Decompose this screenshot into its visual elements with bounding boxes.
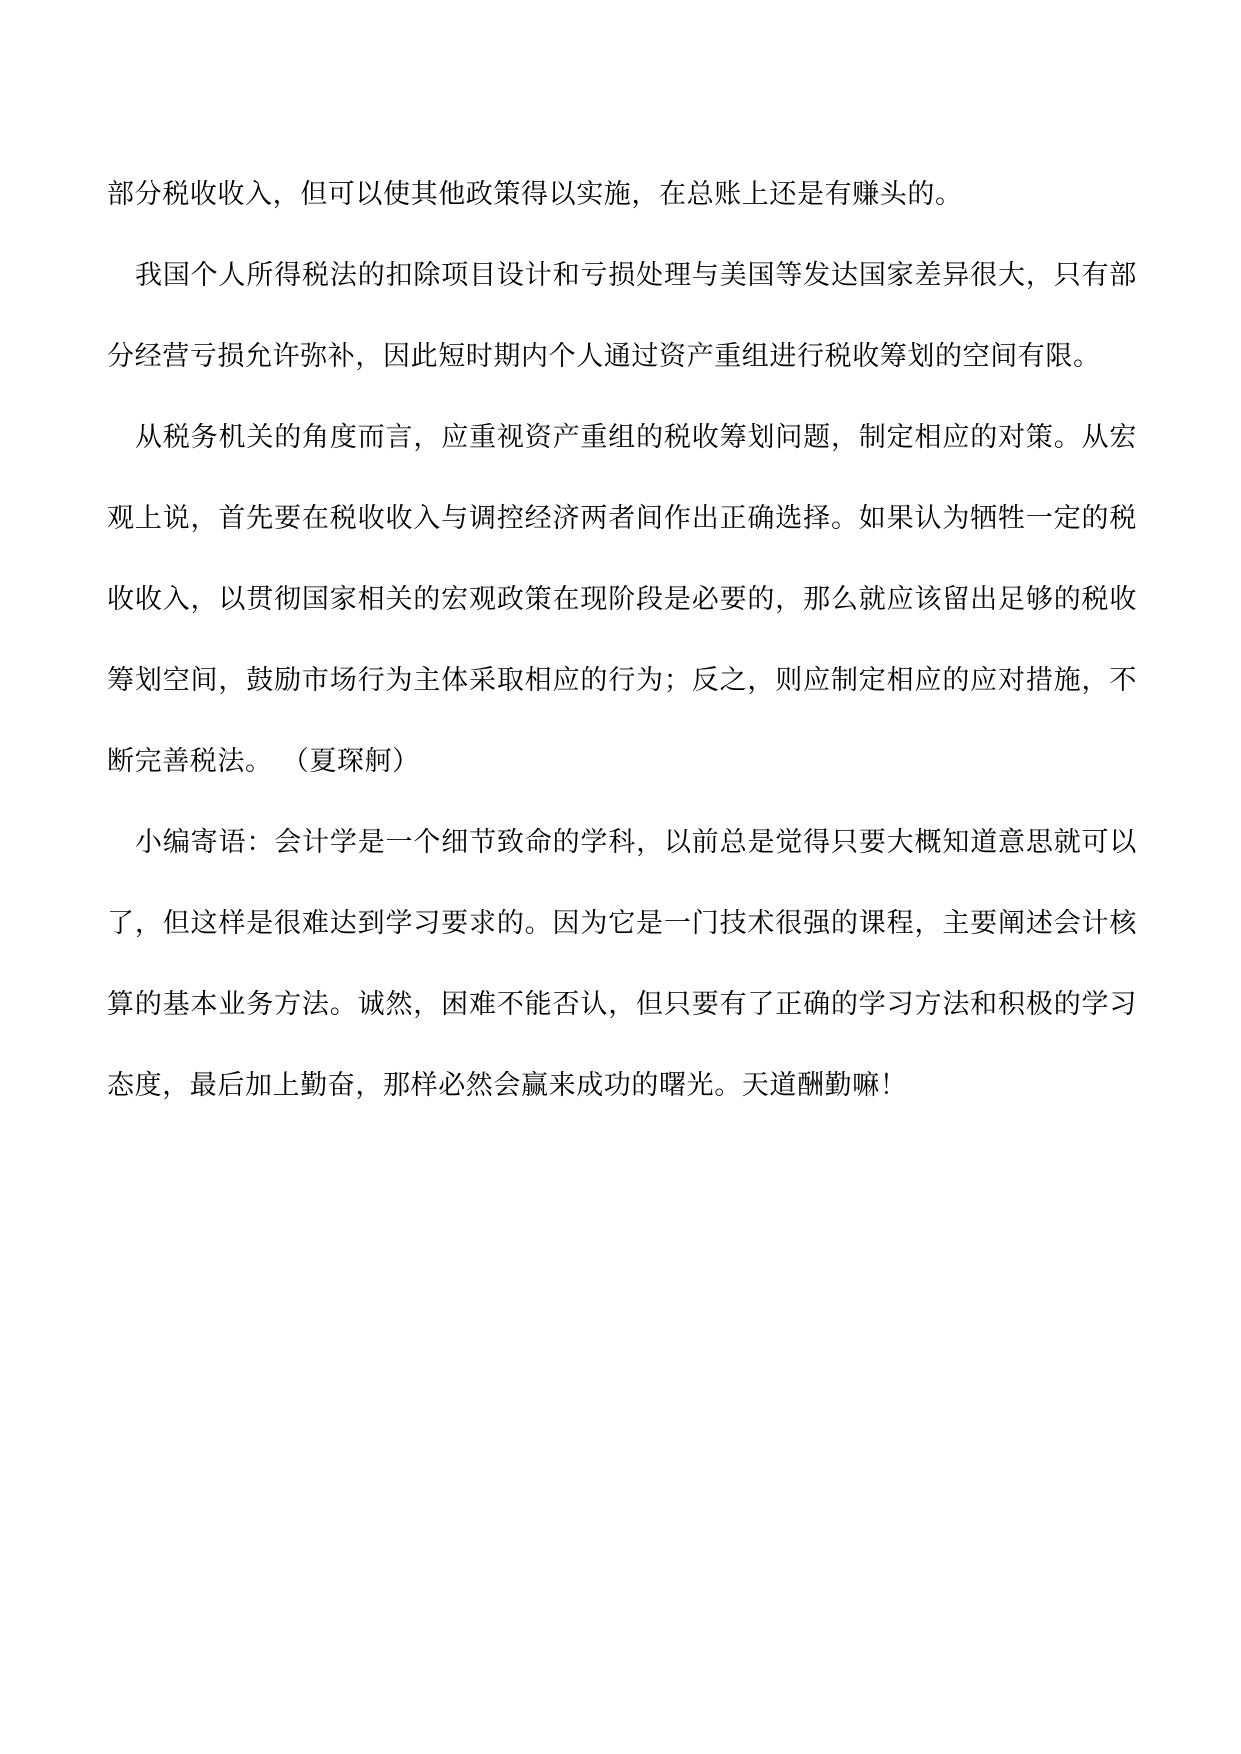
paragraph-continuation: 部分税收收入，但可以使其他政策得以实施，在总账上还是有赚头的。: [107, 179, 963, 210]
paragraph-personal-income-tax: 我国个人所得税法的扣除项目设计和亏损处理与美国等发达国家差异很大，只有部分经营亏损允许弥补，因此短时期内个人通过资产重组进行税收筹划的空间有限。: [107, 260, 1137, 372]
paragraph-tax-authority: 从税务机关的角度而言，应重视资产重组的税收筹划问题，制定相应的对策。从宏观上说，首先要在税收收入与调控经济两者间作出正确选择。如果认为牺牲一定的税收收入，以贯彻国家相关的宏观政策在现阶段是必要的，那么就应该留出足够的税收筹划空间，鼓励市场行为主体采取相应的行为；反之，则应制定相应的应对措施，不断完善税法。 （夏琛舸）: [107, 422, 1137, 777]
document-body: [107, 154, 1137, 1126]
paragraph-editor-note: 小编寄语：会计学是一个细节致命的学科，以前总是觉得只要大概知道意思就可以了，但这样是很难达到学习要求的。因为它是一门技术很强的课程，主要阐述会计核算的基本业务方法。诚然，困难不能否认，但只要有了正确的学习方法和积极的学习态度，最后加上勤奋，那样必然会赢来成功的曙光。天道酬勤嘛！: [107, 827, 1137, 1101]
